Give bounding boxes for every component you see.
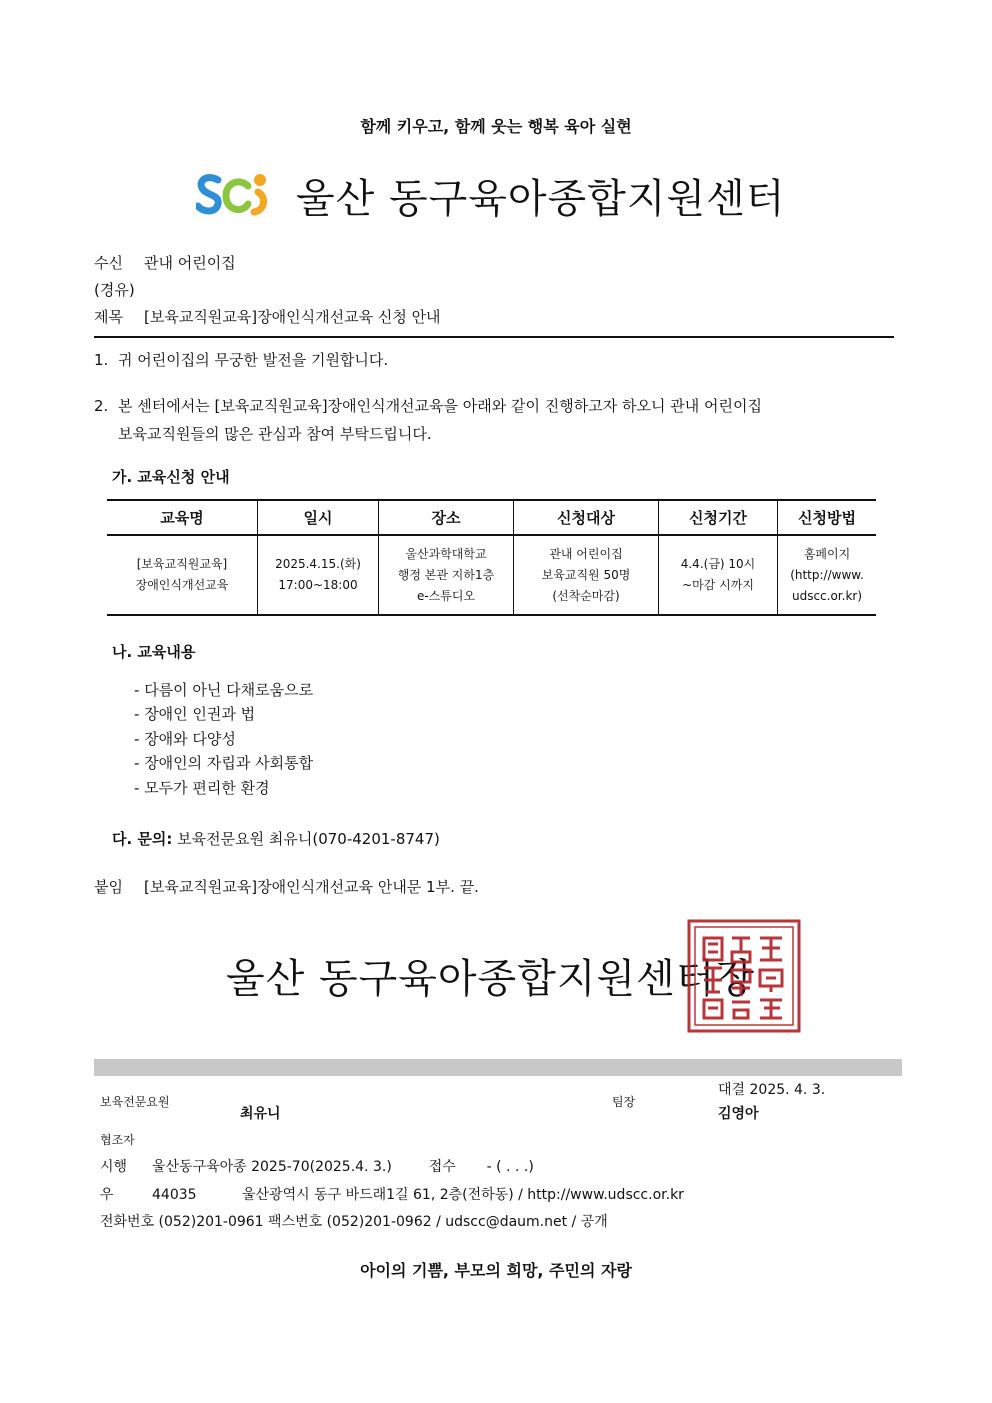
enforcement-line	[100, 1156, 534, 1176]
address: 울산광역시 동구 바드래1길 61, 2층(전하동) / http://www.udscc.or.kr	[242, 1187, 684, 1203]
cell-text: (선착순마감)	[552, 588, 620, 603]
content-list	[134, 678, 313, 800]
lead-role: 팀장	[612, 1095, 636, 1109]
paragraph-1	[94, 346, 894, 374]
cell-name	[107, 535, 258, 615]
subject-line	[94, 306, 441, 327]
receipt-label: 접수	[428, 1159, 456, 1175]
list-item: - 모두가 편리한 환경	[134, 776, 313, 800]
org-name: 울산 동구육아종합지원센터	[296, 175, 786, 222]
table-header: 교육명	[107, 500, 258, 535]
cell-text: udscc.or.kr)	[791, 588, 863, 603]
table-header: 신청기간	[659, 500, 778, 535]
paragraph-1-text: 귀 어린이집의 무궁한 발전을 기원합니다.	[118, 351, 389, 369]
section-c-title: 다. 문의:	[112, 830, 173, 848]
enforce-number: 울산동구육아종 2025-70(2025.4. 3.)	[152, 1159, 392, 1175]
receipt-number: - ( . . .)	[486, 1159, 534, 1175]
staff-name: 최유니	[240, 1106, 281, 1122]
cell-target	[514, 535, 659, 615]
section-a-title: 가. 교육신청 안내	[112, 468, 230, 486]
header-divider	[94, 336, 894, 338]
subject-label: 제목	[94, 308, 123, 326]
contact-line: 전화번호 (052)201-0961 팩스번호 (052)201-0962 / udscc@daum.net / 공개	[100, 1214, 608, 1230]
education-table	[107, 499, 876, 616]
attachment-label: 붙임	[94, 878, 123, 896]
sc-logo-icon	[196, 170, 272, 220]
cell-text: 관내 어린이집	[549, 546, 623, 561]
attachment-text: [보육교직원교육]장애인식개선교육 안내문 1부. 끝.	[144, 878, 479, 896]
cooperator-label: 협조자	[100, 1133, 135, 1147]
cell-text: 4.4.(금) 10시	[680, 557, 756, 571]
list-item: - 장애인의 자립과 사회통합	[134, 751, 313, 775]
cell-text: 보육교직원 50명	[541, 567, 631, 582]
inquiry-line	[112, 828, 440, 849]
cell-text: 장애인식개선교육	[135, 578, 229, 592]
recipient-line	[94, 252, 236, 273]
table-header: 신청대상	[514, 500, 659, 535]
approval-divider	[94, 1059, 902, 1076]
attachment-line	[94, 876, 479, 897]
paragraph-2-line2: 보육교직원들의 많은 관심과 참여 부탁드립니다.	[118, 425, 432, 443]
paragraph-2-line1: 본 센터에서는 [보육교직원교육]장애인식개선교육을 아래와 같이 진행하고자 하오니 관내 어린이집	[118, 397, 762, 415]
cell-period	[659, 535, 778, 615]
decision-date: 대결 2025. 4. 3.	[718, 1082, 826, 1098]
list-item: - 다름이 아닌 다채로움으로	[134, 678, 313, 702]
cell-text: e-스튜디오	[416, 588, 476, 603]
paragraph-2-number: 2.	[94, 397, 109, 415]
letterhead	[196, 165, 785, 225]
closing-motto: 아이의 기쁨, 부모의 희망, 주민의 자랑	[360, 1261, 632, 1280]
staff-role: 보육전문요원	[100, 1095, 170, 1109]
cell-text: (http://www.	[790, 567, 864, 582]
slogan: 함께 키우고, 함께 웃는 행복 육아 실현	[360, 117, 632, 136]
table-header: 일시	[258, 500, 379, 535]
table-row	[107, 535, 876, 615]
address-line	[100, 1184, 684, 1204]
zip-code: 44035	[152, 1187, 197, 1203]
list-item: - 장애와 다양성	[134, 727, 313, 751]
section-b-title: 나. 교육내용	[112, 643, 196, 661]
paragraph-1-number: 1.	[94, 351, 109, 369]
table-header: 장소	[379, 500, 514, 535]
official-seal-icon	[686, 918, 802, 1034]
paragraph-2	[94, 392, 894, 448]
inquiry-text: 보육전문요원 최유니(070-4201-8747)	[177, 830, 440, 848]
recipient: 관내 어린이집	[144, 254, 236, 272]
via: (경유)	[94, 281, 135, 299]
table-header: 신청방법	[778, 500, 877, 535]
cell-place	[379, 535, 514, 615]
subject: [보육교직원교육]장애인식개선교육 신청 안내	[144, 308, 441, 326]
cell-method	[778, 535, 877, 615]
cell-text: 울산과학대학교	[405, 546, 487, 561]
lead-name: 김영아	[718, 1106, 759, 1122]
sender-title: 울산 동구육아종합지원센터장	[226, 956, 756, 1002]
cell-text: 행정 본관 지하1층	[397, 567, 495, 582]
recipient-label: 수신	[94, 254, 123, 272]
cell-text: 17:00~18:00	[278, 578, 358, 592]
cell-datetime	[258, 535, 379, 615]
enforce-label: 시행	[100, 1159, 128, 1175]
cell-text: ~마감 시까지	[682, 578, 754, 592]
cell-text: 홈페이지	[803, 546, 851, 561]
zip-label: 우	[100, 1187, 114, 1203]
cell-text: 2025.4.15.(화)	[275, 557, 361, 571]
cell-text: [보육교직원교육]	[136, 557, 228, 571]
list-item: - 장애인 인권과 법	[134, 702, 313, 726]
